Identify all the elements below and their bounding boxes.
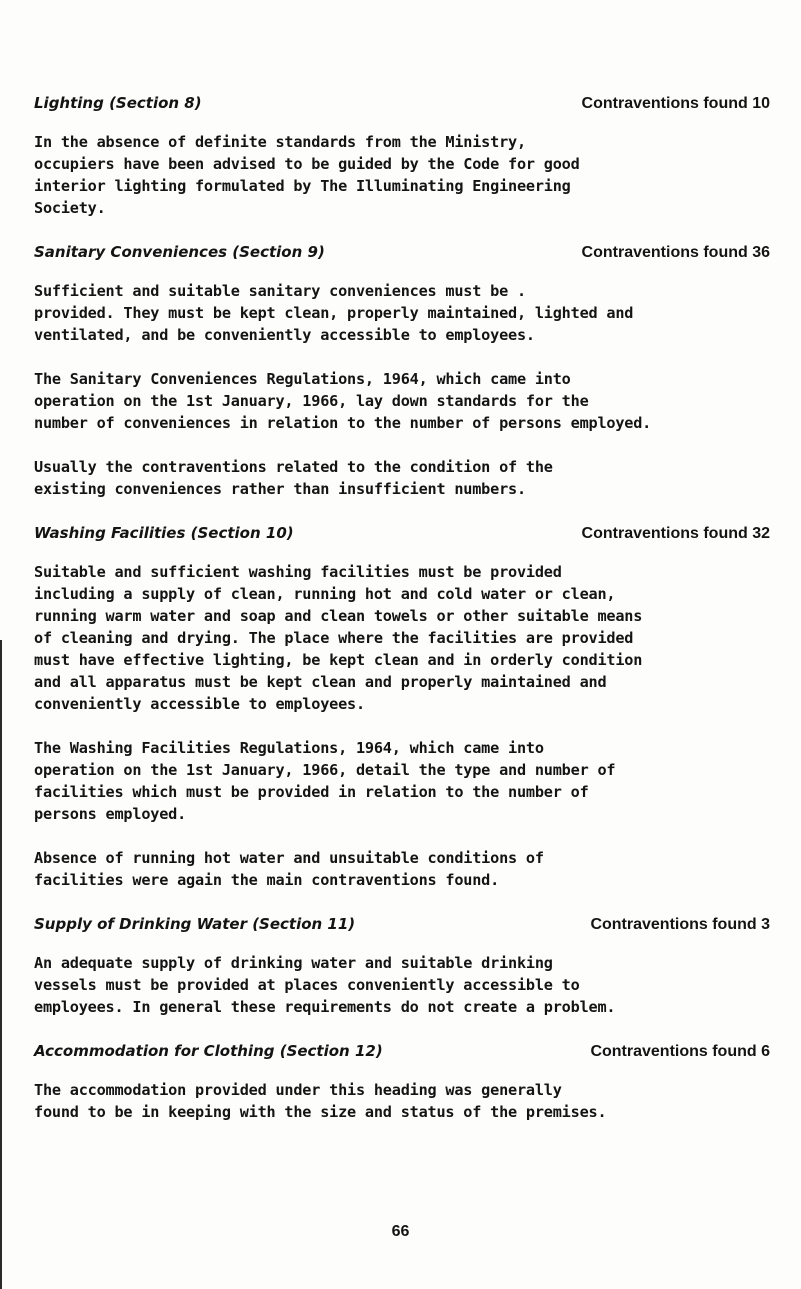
section-heading-washing-facilities bbox=[34, 522, 770, 545]
paragraph: Suitable and sufficient washing facilities must be provided including a supply of clean, running hot and cold water or clean, running warm water and soap and clean towels or other suitable means of cleaning and drying. The place where the facilities are provided must have effective lighting, be kept clean and in orderly condition and all apparatus must be kept clean and properly maintained and conveniently accessible to employees. bbox=[34, 563, 643, 713]
scan-edge-line bbox=[0, 640, 2, 1289]
section-heading-accommodation-clothing bbox=[34, 1040, 770, 1063]
contraventions-count: Contraventions found 6 bbox=[590, 1043, 770, 1060]
contraventions-count: Contraventions found 3 bbox=[590, 916, 770, 933]
paragraph: The Washing Facilities Regulations, 1964, which came into operation on the 1st January, 1966, detail the type and number of facilities which must be provided in relation to the number of persons employed. bbox=[34, 739, 616, 823]
paragraph: An adequate supply of drinking water and suitable drinking vessels must be provided at places conveniently accessible to employees. In general these requirements do not create a problem. bbox=[34, 954, 616, 1016]
paragraph: Absence of running hot water and unsuitable conditions of facilities were again the main contraventions found. bbox=[34, 849, 544, 889]
paragraph: In the absence of definite standards from the Ministry, occupiers have been advised to be guided by the Code for good interior lighting formulated by The Illuminating Engineering Society. bbox=[34, 133, 580, 217]
contraventions-count: Contraventions found 10 bbox=[581, 95, 770, 112]
paragraph: The Sanitary Conveniences Regulations, 1964, which came into operation on the 1st January, 1966, lay down standards for the number of conveniences in relation to the number of persons employed. bbox=[34, 370, 652, 432]
page-number: 66 bbox=[391, 1223, 410, 1240]
section-title: Supply of Drinking Water (Section 11) bbox=[34, 915, 356, 933]
section-heading-lighting bbox=[34, 92, 770, 115]
section-heading-drinking-water bbox=[34, 913, 770, 936]
section-title: Washing Facilities (Section 10) bbox=[34, 524, 294, 542]
contraventions-count: Contraventions found 36 bbox=[581, 244, 770, 261]
paragraph: Usually the contraventions related to the condition of the existing conveniences rather than insufficient numbers. bbox=[34, 458, 553, 498]
section-title: Sanitary Conveniences (Section 9) bbox=[34, 243, 325, 261]
document-body bbox=[34, 92, 770, 1123]
paragraph: Sufficient and suitable sanitary conveniences must be . provided. They must be kept clean, properly maintained, lighted and ventilated, and be conveniently accessible to employees. bbox=[34, 282, 634, 344]
paragraph: The accommodation provided under this heading was generally found to be in keeping with the size and status of the premises. bbox=[34, 1081, 607, 1121]
section-heading-sanitary-conveniences bbox=[34, 241, 770, 264]
section-title: Accommodation for Clothing (Section 12) bbox=[34, 1042, 383, 1060]
contraventions-count: Contraventions found 32 bbox=[581, 525, 770, 542]
section-title: Lighting (Section 8) bbox=[34, 94, 202, 112]
